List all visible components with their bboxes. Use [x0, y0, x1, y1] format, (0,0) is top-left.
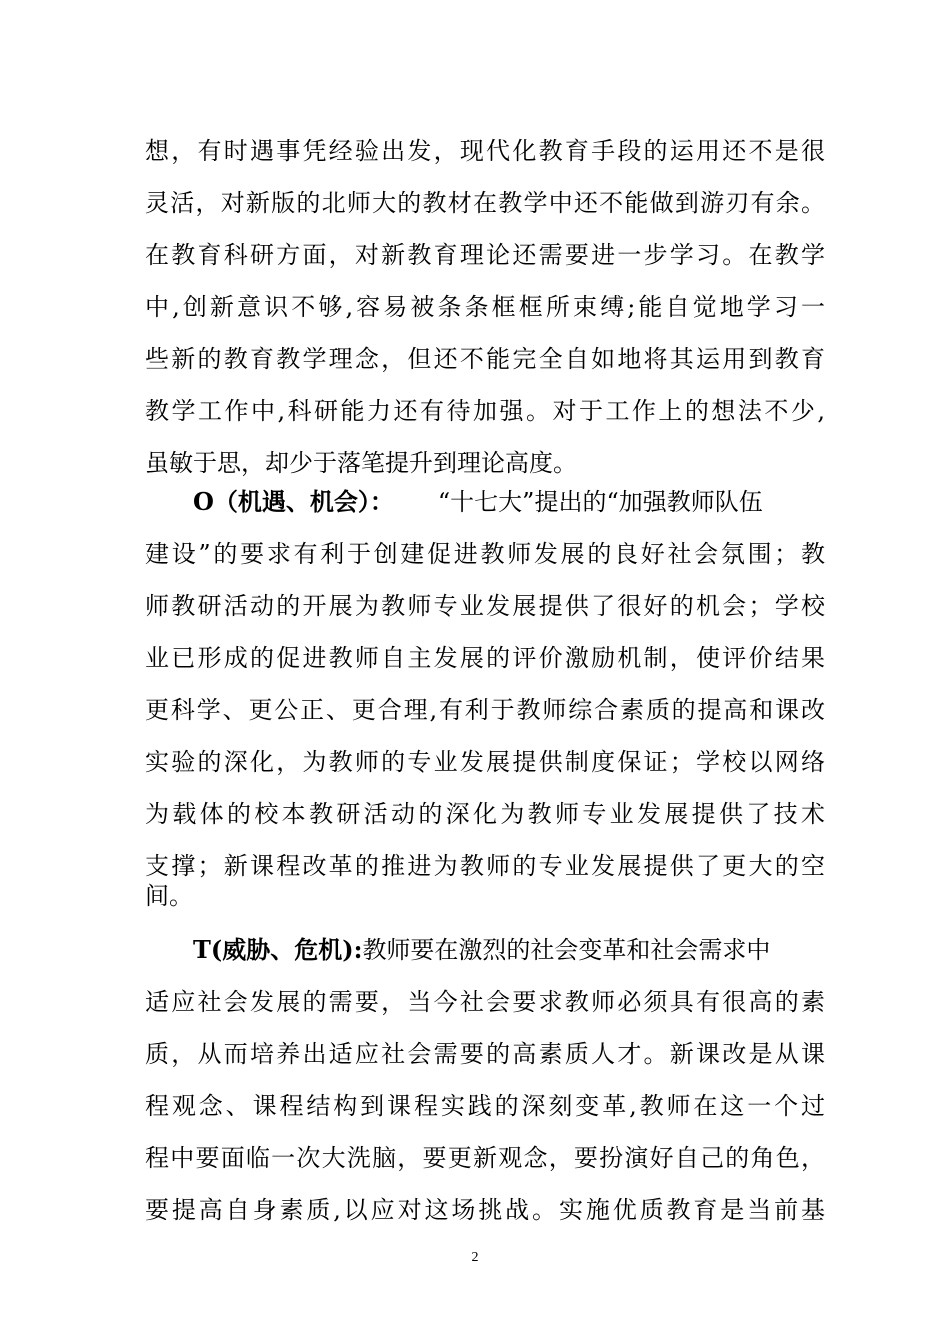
body-text-line: 实验的深化，为教师的专业发展提供制度保证；学校以网络 — [145, 748, 825, 776]
opportunity-first-text: “十七大”提出的“加强教师队伍 — [437, 488, 763, 516]
body-text-line: 要提高自身素质,以应对这场挑战。实施优质教育是当前基 — [145, 1196, 825, 1224]
body-text-line: 在教育科研方面，对新教育理论还需要进一步学习。在教学 — [145, 241, 825, 269]
body-text-line: 建设”的要求有利于创建促进教师发展的良好社会氛围；教 — [145, 540, 825, 568]
body-text-line: 想，有时遇事凭经验出发，现代化教育手段的运用还不是很 — [145, 137, 825, 165]
body-text-line: 虽敏于思，却少于落笔提升到理论高度。 — [145, 449, 577, 477]
opportunity-paragraph-first-line — [193, 482, 825, 522]
body-text-line: 些新的教育教学理念，但还不能完全自如地将其运用到教育 — [145, 345, 825, 373]
body-text-line: 程观念、课程结构到课程实践的深刻变革,教师在这一个过 — [145, 1092, 825, 1120]
body-text-line: 业已形成的促进教师自主发展的评价激励机制，使评价结果 — [145, 644, 825, 672]
opportunity-heading: O（机遇、机会）： — [193, 487, 394, 516]
page-number: 2 — [471, 1250, 479, 1265]
body-text-line: 间。 — [145, 882, 193, 910]
body-text-line: 中,创新意识不够,容易被条条框框所束缚;能自觉地学习一 — [145, 293, 825, 321]
body-text-line: 适应社会发展的需要，当今社会要求教师必须具有很高的素 — [145, 988, 825, 1016]
body-text-line: 师教研活动的开展为教师专业发展提供了很好的机会；学校 — [145, 592, 825, 620]
body-text-line: 质，从而培养出适应社会需要的高素质人才。新课改是从课 — [145, 1040, 825, 1068]
threat-heading: T(威胁、危机): — [193, 935, 363, 964]
body-text-line: 为载体的校本教研活动的深化为教师专业发展提供了技术 — [145, 800, 825, 828]
threat-paragraph-first-line — [193, 930, 825, 970]
body-text-line: 支撑；新课程改革的推进为教师的专业发展提供了更大的空 — [145, 852, 825, 880]
body-text-line: 程中要面临一次大洗脑，要更新观念，要扮演好自己的角色， — [145, 1144, 825, 1172]
body-text-line: 教学工作中,科研能力还有待加强。对于工作上的想法不少, — [145, 397, 825, 425]
body-text-line: 更科学、更公正、更合理,有利于教师综合素质的提高和课改 — [145, 696, 825, 724]
body-text-line: 灵活，对新版的北师大的教材在教学中还不能做到游刃有余。 — [145, 189, 825, 217]
threat-first-text: 教师要在激烈的社会变革和社会需求中 — [362, 936, 771, 964]
